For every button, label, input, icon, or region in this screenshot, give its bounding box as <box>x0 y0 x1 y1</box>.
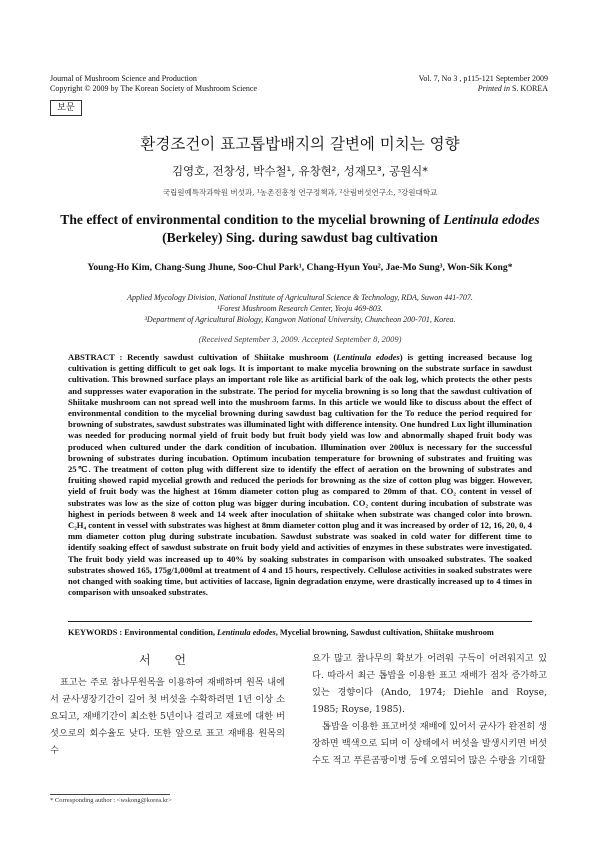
intro-paragraph: 톱밥을 이용한 표고버섯 재배에 있어서 균사가 완전히 생장하면 백색으로 되며 이 상태에서 버섯을 발생시키면 버섯 수도 적고 푸른곰팡이병 등에 오염되어 많은 수량을 기대할 <box>312 721 547 766</box>
received-dates: (Received September 3, 2009. Accepted September 8, 2009) <box>198 334 402 344</box>
english-title-species: Lentinula edodes <box>443 212 540 227</box>
english-title <box>60 211 540 247</box>
affiliation-line: Applied Mycology Division, National Institute of Agricultural Science & Technology, RDA, Suwon 441-707. <box>127 293 473 302</box>
abstract-species: Lentinula edodes <box>336 352 400 362</box>
intro-column-left <box>50 650 285 759</box>
article-type-badge: 보문 <box>50 100 82 116</box>
affiliation-line: ¹Forest Mushroom Research Center, Yeoju 469-803. <box>217 304 383 313</box>
journal-header-left <box>50 74 257 94</box>
intro-paragraph: 요가 많고 참나무의 확보가 어려워 구득이 어려워지고 있다. 따라서 최근 톱밥을 이용한 표고 재배가 점차 증가하고 있는 경향이다 (Ando, 1974; Diehle and Royse, 1985; Royse, 1985). <box>312 653 547 715</box>
korean-affiliations: 국립원예특작과학원 버섯과, ¹농촌진흥청 연구정책과, ²산림버섯연구소, ³강원대학교 <box>162 188 438 197</box>
english-affiliations <box>0 292 600 325</box>
printed-line: Printed in S. KOREA <box>477 84 548 93</box>
affiliation-line: ³Department of Agricultural Biology, Kangwon National University, Chuncheon 200-701, Korea. <box>144 315 456 324</box>
keywords <box>68 628 538 637</box>
journal-name: Journal of Mushroom Science and Production <box>50 74 197 83</box>
english-authors: Young-Ho Kim, Chang-Sung Jhune, Soo-Chul Park¹, Chang-Hyun You², Jae-Mo Sung³, Won-Sik Kong* <box>87 262 513 273</box>
intro-paragraph: 표고는 주로 참나무원목을 이용하여 재배하며 원목 내에서 균사생장기간이 길어 첫 버섯을 수확하려면 1년 이상 소요되고, 재배기간이 최소한 5년이나 걸리고 재료에 대한 버섯으로의 회수율도 낮다. 또한 앞으로 표고 재배용 원목의 수 <box>50 677 285 756</box>
keywords-text-b: , Mycelial browning, Sawdust cultivation, Shiitake mushroom <box>275 628 494 637</box>
abstract-text-a: Recently sawdust cultivation of Shiitake mushroom ( <box>127 352 337 362</box>
korean-title: 환경조건이 표고톱밥배지의 갈변에 미치는 영향 <box>140 135 460 153</box>
journal-copyright: Copyright © 2009 by The Korean Society of Mushroom Science <box>50 84 258 93</box>
korean-authors: 김영호, 전창성, 박수철¹, 유창현², 성재모³, 공원식* <box>171 164 429 178</box>
intro-section-title: 서 언 <box>139 653 196 667</box>
journal-header-right <box>419 74 548 94</box>
abstract-divider <box>68 621 532 622</box>
corresponding-author-footnote: * Corresponding author : <wskong@korea.kr> <box>50 797 172 804</box>
journal-volume: Vol. 7, No 3 , p115-121 September 2009 <box>418 74 548 83</box>
keywords-species: Lentinula edodes <box>217 628 276 637</box>
english-title-part1: The effect of environmental condition to the mycelial browning of <box>60 212 444 227</box>
abstract-label: ABSTRACT : <box>68 352 128 362</box>
keywords-text-a: Environmental condition, <box>124 628 217 637</box>
abstract <box>68 352 532 598</box>
english-title-part2: (Berkeley) Sing. during sawdust bag cultivation <box>162 230 438 245</box>
keywords-label: KEYWORDS : <box>68 628 125 637</box>
abstract-text-b: ) is getting increased because log cultivation is getting difficult to get oak logs. It is important to make mycelia browning on the substrate surface in sawdust cultivation. This browned surface plays an important role like as artificial bark of the oak log, which protects the other pests and suppresses water evaporation in the substrate. The period for mycelia browning is so long that the sawdust cultivation of Shiitake mushroom can not spread well into the mushroom farms. In this article we would like to discuss about the effect of environmental condition to the mycelial browning during sawdust bag cultivation for the To reduce the period required for browning of substrates, sawdust substrates was illuminated light with difference intensity. One hundred Lux light illumination was needed for producing normal yield of fruit body but fruit body yield was low and abnormally shaped fruit body was produced when cultured under the dark condition of incubation. Illumination over 200lux is necessary for the successful browning of substrates during incubation. Optimum incubation temperature for browning of substrates and fruiting was 25℃. The treatment of cotton plug with different size to identify the effect of aeration on the browning of substrates and fruiting showed rapid mycelial growth and reduced the periods for browning as the size of cotton plug was bigger. However, yield of fruit body was the highest at 16mm diameter cotton plug as compared to 20mm of that. CO₂ content in vessel of substrates was low as the size of cotton plug was bigger during incubation. CO₂ content during incubation of substrate was highest in periods between 8 week and 14 week after inoculation of shiitake when substrate was changed color into brown. C₂H₄ content in vessel with substrates was highest at 8mm diameter cotton plug and it was increased by order of 12, 16, 20, 0, 4 mm diameter cotton plug during substrate incubation. Sawdust substrate was soaked in cold water for different time to identify soaking effect of sawdust substrate on fruit body yield and activities of enzymes in these substrates were investigated. The fruit body yield was increased up to 40% by soaking substrates in comparison with unsoaked substrates. The soaked substrates showed 165, 175g/1,000ml at treatment of 4 and 15 hours, respectively. Cellulose activities in soaked substrates were not changed with soaking time, but activities of laccase, lignin degradation enzyme, were drastically increased up to 4 times in comparison with unsoaked substrates. <box>68 352 532 598</box>
printed-country: S. KOREA <box>511 84 548 93</box>
footnote-divider <box>50 794 170 795</box>
intro-column-right <box>312 650 547 769</box>
